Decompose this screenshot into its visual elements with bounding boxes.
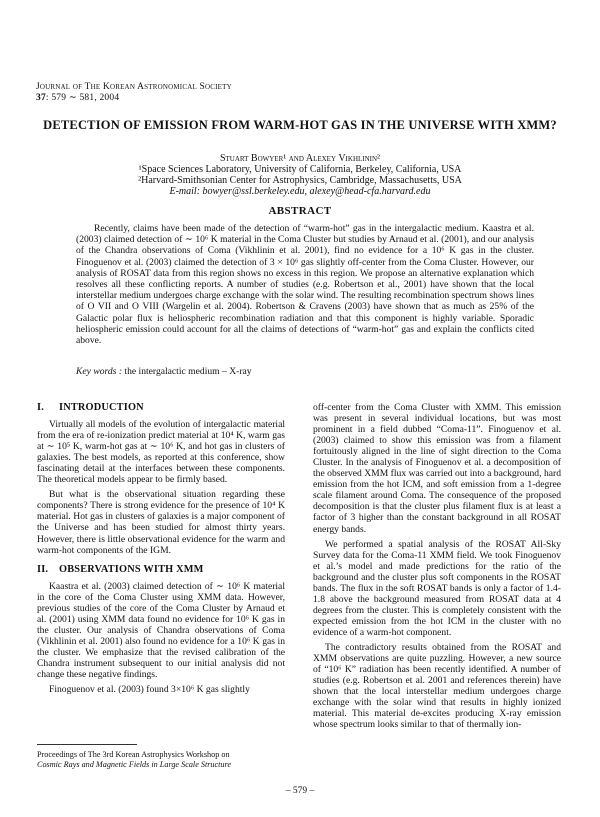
obs-paragraph-2: Finoguenov et al. (2003) found 3×10⁶ K gas slightly — [49, 684, 250, 696]
section-number: II. — [37, 563, 49, 575]
abstract-text: Recently, claims have been made of the detection of “warm-hot” gas in the intergalactic medium. Kaastra et al. (2003) claimed detection of ∼ 10⁶ K material in the Coma Cluster but studies by Arnaud et al. (2001), and our analysis of the Chandra observations of Coma (Vikhlinin et al. 2001), find no evidence for a 10⁶ K gas in the cluster. Finoguenov et al. (2003) claimed the detection of 3 × 10⁶ gas slightly off-center from the Coma Cluster. However, our analysis of ROSAT data from this region shows no excess in this region. We propose an alternative explanation which resolves all these conflicting reports. A number of studies (e.g. Robertson et al., 2001) have shown that the local interstellar medium undergoes charge exchange with the solar wind. The resulting recombination spectrum shows lines of O VII and O VIII (Wargelin et al. 2004). Robertson & Cravens (2003) have shown that as much as 25% of the Galactic polar flux is heliospheric recombination radiation and that this component is highly variable. Sporadic heliospheric emission could account for all the claims of detections of “warm-hot” gas and explain the conflicts cited above. — [76, 223, 534, 347]
paper-title: DETECTION OF EMISSION FROM WARM-HOT GAS IN THE UNIVERSE WITH XMM? — [43, 118, 557, 132]
email-line — [0, 186, 600, 197]
authors: Stuart Bowyer¹ and Alexey Vikhlinin² — [219, 153, 381, 164]
affiliation-2: ²Harvard-Smithsonian Center for Astrophysics, Cambridge, Massachusetts, USA — [138, 175, 462, 186]
abstract-heading: ABSTRACT — [268, 205, 332, 217]
col2-paragraph-2: We performed a spatial analysis of the ROSAT All-Sky Survey data for the Coma-11 XMM field. We took Finoguenov et al.’s model and made predictions for the ratio of the background and the cluster plus soft components in the ROSAT bands. The flux in the soft ROSAT bands is only a factor of 1.4-1.8 above the background measured from ROSAT data at 4 degrees from the cluster. This is completely consistent with the expected emission from the hot ICM in the cluster with no evidence of a warm-hot component. — [313, 538, 561, 638]
journal-pages: : 579 ∼ 581, 2004 — [45, 93, 120, 103]
footnote — [37, 750, 297, 769]
section-heading-observations — [37, 564, 285, 575]
page-number: – 579 – — [285, 786, 315, 796]
section-title: INTRODUCTION — [59, 402, 144, 413]
journal-volume-line — [36, 93, 232, 104]
affiliation-1: ¹Space Sciences Laboratory, University of California, Berkeley, California, USA — [138, 164, 462, 175]
affiliations — [0, 164, 600, 197]
right-column — [313, 402, 561, 734]
section-heading-introduction — [37, 402, 285, 413]
section-number: I. — [37, 402, 44, 413]
intro-paragraph-2: But what is the observational situation regarding these components? There is strong evidence for the presence of 10⁴ K material. Hot gas in clusters of galaxies is a major component of the Universe and has been studied for almost thirty years. However, there is little observational evidence for the warm and warm-hot components of the IGM. — [37, 489, 285, 556]
journal-volume: 37 — [36, 93, 46, 103]
left-column — [37, 402, 285, 699]
journal-name: Journal of The Korean Astronomical Society — [36, 82, 232, 92]
keywords — [76, 366, 534, 377]
obs-paragraph-1: Kaastra et al. (2003) claimed detection of ∼ 10⁶ K material in the core of the Coma Cluster using XMM data. However, previous studies of the core of the Coma Cluster by Arnaud et al. (2001) using XMM data found no evidence for 10⁶ K gas in the cluster. Our analysis of Chandra observations of Coma (Vikhlinin et al. 2001) also found no evidence for a 10⁶ K gas in the cluster. We emphasize that the revised calibration of the Chandra instrument subsequent to our initial analysis did not change these negative findings. — [37, 580, 285, 681]
col2-paragraph-1: off-center from the Coma Cluster with XMM. This emission was present in several individual locations, but was most prominent in a field dubbed “Coma-11”. Finoguenov et al. (2003) claimed to show this emission was from a filament fortuitously aligned in the line of sight direction to the Coma Cluster. In the analysis of Finoguenov et al. a decomposition of the observed XMM flux was carried out into a background, hard emission from the hot ICM, and soft emission from a 1-degree scale filament around Coma. The consequence of the proposed decomposition is that the cluster plus filament flux is at least a factor of 3 higher than the constant background in all ROSAT energy bands. — [313, 402, 561, 535]
journal-header — [36, 82, 232, 104]
footnote-line-1: Proceedings of The 3rd Korean Astrophysics Workshop on — [37, 750, 230, 759]
footnote-rule — [37, 744, 137, 745]
intro-paragraph-1: Virtually all models of the evolution of intergalactic material from the era of re-ionization predict material at 10⁴ K, warm gas at ∼ 10⁵ K, warm-hot gas at ∼ 10⁶ K, and hot gas in clusters of galaxies. The best models, as reported at this conference, show fascinating detail at the interfaces between these components. The theoretical models appear to be firmly based. — [37, 419, 285, 486]
email: E-mail: bowyer@ssl.berkeley.edu, alexey@head-cfa.harvard.edu — [169, 186, 431, 197]
section-title: OBSERVATIONS WITH XMM — [59, 563, 204, 575]
col2-paragraph-3: The contradictory results obtained from the ROSAT and XMM observations are quite puzzling. However, a new source of “10⁶ K” radiation has been recently identified. A number of studies (e.g. Robertson et al. 2001 and references therein) have shown that the local interstellar medium undergoes charge exchange with the solar wind that results in highly ionized material. This material de-excites producing X-ray emission whose spectrum looks similar to that of thermally ion- — [313, 641, 561, 731]
keywords-label: Key words : — [76, 366, 123, 377]
keywords-text: the intergalactic medium – X-ray — [124, 366, 252, 377]
footnote-line-2: Cosmic Rays and Magnetic Fields in Large Scale Structure — [37, 759, 232, 769]
